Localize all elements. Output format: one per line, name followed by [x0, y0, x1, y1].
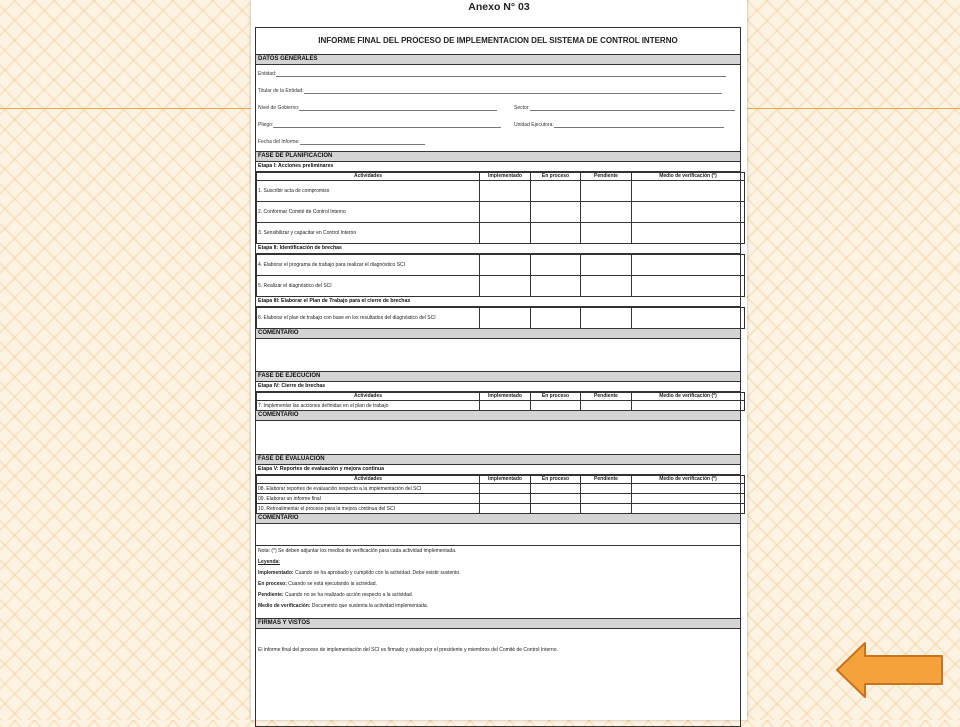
table-row	[257, 223, 745, 244]
implementado-cell[interactable]	[480, 494, 531, 504]
pendiente-cell[interactable]	[581, 401, 632, 411]
table-header-row	[257, 476, 745, 484]
document-page	[251, 0, 747, 720]
col-pendiente: Pendiente	[581, 476, 632, 484]
medio-cell[interactable]	[632, 181, 745, 202]
table-row	[257, 484, 745, 494]
col-pendiente: Pendiente	[581, 173, 632, 181]
etapa-5: Etapa V: Reportes de evaluación y mejora continua	[256, 465, 740, 475]
section-ejecucion: FASE DE EJECUCIÓN	[256, 372, 740, 382]
medio-cell[interactable]	[632, 276, 745, 297]
table-row	[257, 401, 745, 411]
implementado-cell[interactable]	[480, 202, 531, 223]
col-actividades: Actividades	[257, 173, 480, 181]
en-proceso-cell[interactable]	[531, 504, 581, 514]
col-pendiente: Pendiente	[581, 393, 632, 401]
table-row	[257, 308, 745, 329]
activity-cell: 3. Sensibilizar y capacitar en Control Interno	[257, 223, 480, 244]
en-proceso-cell[interactable]	[531, 308, 581, 329]
medio-cell[interactable]	[632, 223, 745, 244]
activity-cell: 08. Elaborar reportes de evaluación respecto a la implementación del SCI	[257, 484, 480, 494]
en-proceso-cell[interactable]	[531, 202, 581, 223]
col-en-proceso: En proceso	[531, 476, 581, 484]
medio-cell[interactable]	[632, 401, 745, 411]
comentario-planificacion-label: COMENTARIO	[256, 329, 740, 339]
implementado-cell[interactable]	[480, 276, 531, 297]
table-etapa-2	[256, 254, 745, 297]
note-text: Nota: (*) Se deben adjuntar los medios de verificación para cada actividad implementada.	[258, 548, 457, 554]
report-form	[255, 27, 741, 727]
legend-heading: Leyenda:	[258, 559, 280, 565]
pendiente-cell[interactable]	[581, 276, 632, 297]
pendiente-cell[interactable]	[581, 223, 632, 244]
activity-cell: 1. Suscribir acta de compromiso	[257, 181, 480, 202]
section-datos-generales: DATOS GENERALES	[256, 55, 740, 65]
col-implementado: Implementado	[480, 173, 531, 181]
pendiente-cell[interactable]	[581, 181, 632, 202]
comentario-evaluacion-box[interactable]	[256, 524, 740, 546]
table-etapa-1	[256, 172, 745, 244]
decorative-line-right	[743, 108, 960, 109]
etapa-1: Etapa I: Acciones preliminares	[256, 162, 740, 172]
activity-cell: 6. Elaborar el plan de trabajo con base en los resultados del diagnóstico del SCI	[257, 308, 480, 329]
activity-cell: 2. Conformar Comité de Control Interno	[257, 202, 480, 223]
comentario-planificacion-box[interactable]	[256, 339, 740, 372]
activity-cell: 5. Realizar el diagnóstico del SCI	[257, 276, 480, 297]
en-proceso-cell[interactable]	[531, 181, 581, 202]
col-medio-verificacion: Medio de verificación (*)	[632, 173, 745, 181]
etapa-2: Etapa II: Identificación de brechas	[256, 244, 740, 254]
col-medio-verificacion: Medio de verificación (*)	[632, 393, 745, 401]
table-row	[257, 494, 745, 504]
implementado-cell[interactable]	[480, 308, 531, 329]
field-titular: Titular de la Entidad:	[256, 82, 740, 99]
field-entidad: Entidad:	[256, 65, 740, 82]
etapa-3: Etapa III: Elaborar el Plan de Trabajo para el cierre de brechas	[256, 297, 740, 307]
en-proceso-cell[interactable]	[531, 494, 581, 504]
table-row	[257, 202, 745, 223]
comentario-ejecucion-box[interactable]	[256, 421, 740, 455]
legend-pendiente: Pendiente: Cuando no se ha realizado acción respecto a la actividad.	[258, 592, 414, 598]
pendiente-cell[interactable]	[581, 504, 632, 514]
medio-cell[interactable]	[632, 202, 745, 223]
pendiente-cell[interactable]	[581, 494, 632, 504]
activity-cell: 09. Elaborar un informe final	[257, 494, 480, 504]
table-row	[257, 504, 745, 514]
comentario-ejecucion-label: COMENTARIO	[256, 411, 740, 421]
activity-cell: 4. Elaborar el programa de trabajo para realizar el diagnóstico SCI	[257, 255, 480, 276]
col-actividades: Actividades	[257, 393, 480, 401]
field-pliego-unidad: Pliego: Unidad Ejecutora:	[256, 116, 740, 133]
en-proceso-cell[interactable]	[531, 255, 581, 276]
col-implementado: Implementado	[480, 393, 531, 401]
table-row	[257, 276, 745, 297]
implementado-cell[interactable]	[480, 484, 531, 494]
report-title: INFORME FINAL DEL PROCESO DE IMPLEMENTACION DEL SISTEMA DE CONTROL INTERNO	[256, 28, 740, 55]
implementado-cell[interactable]	[480, 181, 531, 202]
en-proceso-cell[interactable]	[531, 276, 581, 297]
field-fecha: Fecha del Informe:	[256, 133, 740, 152]
col-en-proceso: En proceso	[531, 173, 581, 181]
section-planificacion: FASE DE PLANIFICACIÓN	[256, 152, 740, 162]
notes-section	[256, 546, 740, 619]
etapa-4: Etapa IV: Cierre de brechas	[256, 382, 740, 392]
table-header-row	[257, 393, 745, 401]
left-arrow-icon	[835, 640, 945, 700]
activity-cell: 7. Implementar las acciones definidas en el plan de trabajo	[257, 401, 480, 411]
table-etapa-5	[256, 475, 745, 514]
implementado-cell[interactable]	[480, 223, 531, 244]
medio-cell[interactable]	[632, 484, 745, 494]
decorative-line-left	[0, 108, 255, 109]
activity-cell: 10. Retroalimentar el proceso para la mejora continua del SCI	[257, 504, 480, 514]
col-implementado: Implementado	[480, 476, 531, 484]
table-row	[257, 181, 745, 202]
firmas-text: El informe final del proceso de implementación del SCI es firmado y visado por el presidente y miembros del Comité de Control Interno.	[258, 647, 558, 653]
table-etapa-4	[256, 392, 745, 411]
pendiente-cell[interactable]	[581, 484, 632, 494]
pendiente-cell[interactable]	[581, 308, 632, 329]
table-etapa-3	[256, 307, 745, 329]
implementado-cell[interactable]	[480, 504, 531, 514]
table-row	[257, 255, 745, 276]
legend-en-proceso: En proceso: Cuando se está ejecutando la actividad.	[258, 581, 377, 587]
pendiente-cell[interactable]	[581, 255, 632, 276]
section-evaluacion: FASE DE EVALUACIÓN	[256, 455, 740, 465]
legend-implementado: Implementado: Cuando se ha aprobado y cumplido con la actividad. Debe existir sustento.	[258, 570, 461, 576]
field-nivel-sector: Nivel de Gobierno: Sector:	[256, 99, 740, 116]
implementado-cell[interactable]	[480, 255, 531, 276]
medio-cell[interactable]	[632, 494, 745, 504]
col-medio-verificacion: Medio de verificación (*)	[632, 476, 745, 484]
section-firmas: FIRMAS Y VISTOS	[256, 619, 740, 629]
en-proceso-cell[interactable]	[531, 223, 581, 244]
comentario-evaluacion-label: COMENTARIO	[256, 514, 740, 524]
col-actividades: Actividades	[257, 476, 480, 484]
annex-title: Anexo N° 03	[468, 1, 530, 13]
en-proceso-cell[interactable]	[531, 484, 581, 494]
col-en-proceso: En proceso	[531, 393, 581, 401]
implementado-cell[interactable]	[480, 401, 531, 411]
medio-cell[interactable]	[632, 255, 745, 276]
en-proceso-cell[interactable]	[531, 401, 581, 411]
back-arrow-button[interactable]	[835, 640, 945, 700]
table-header-row	[257, 173, 745, 181]
legend-medio: Medio de verificación: Documento que sustenta la actividad implementada.	[258, 603, 429, 609]
medio-cell[interactable]	[632, 308, 745, 329]
pendiente-cell[interactable]	[581, 202, 632, 223]
medio-cell[interactable]	[632, 504, 745, 514]
